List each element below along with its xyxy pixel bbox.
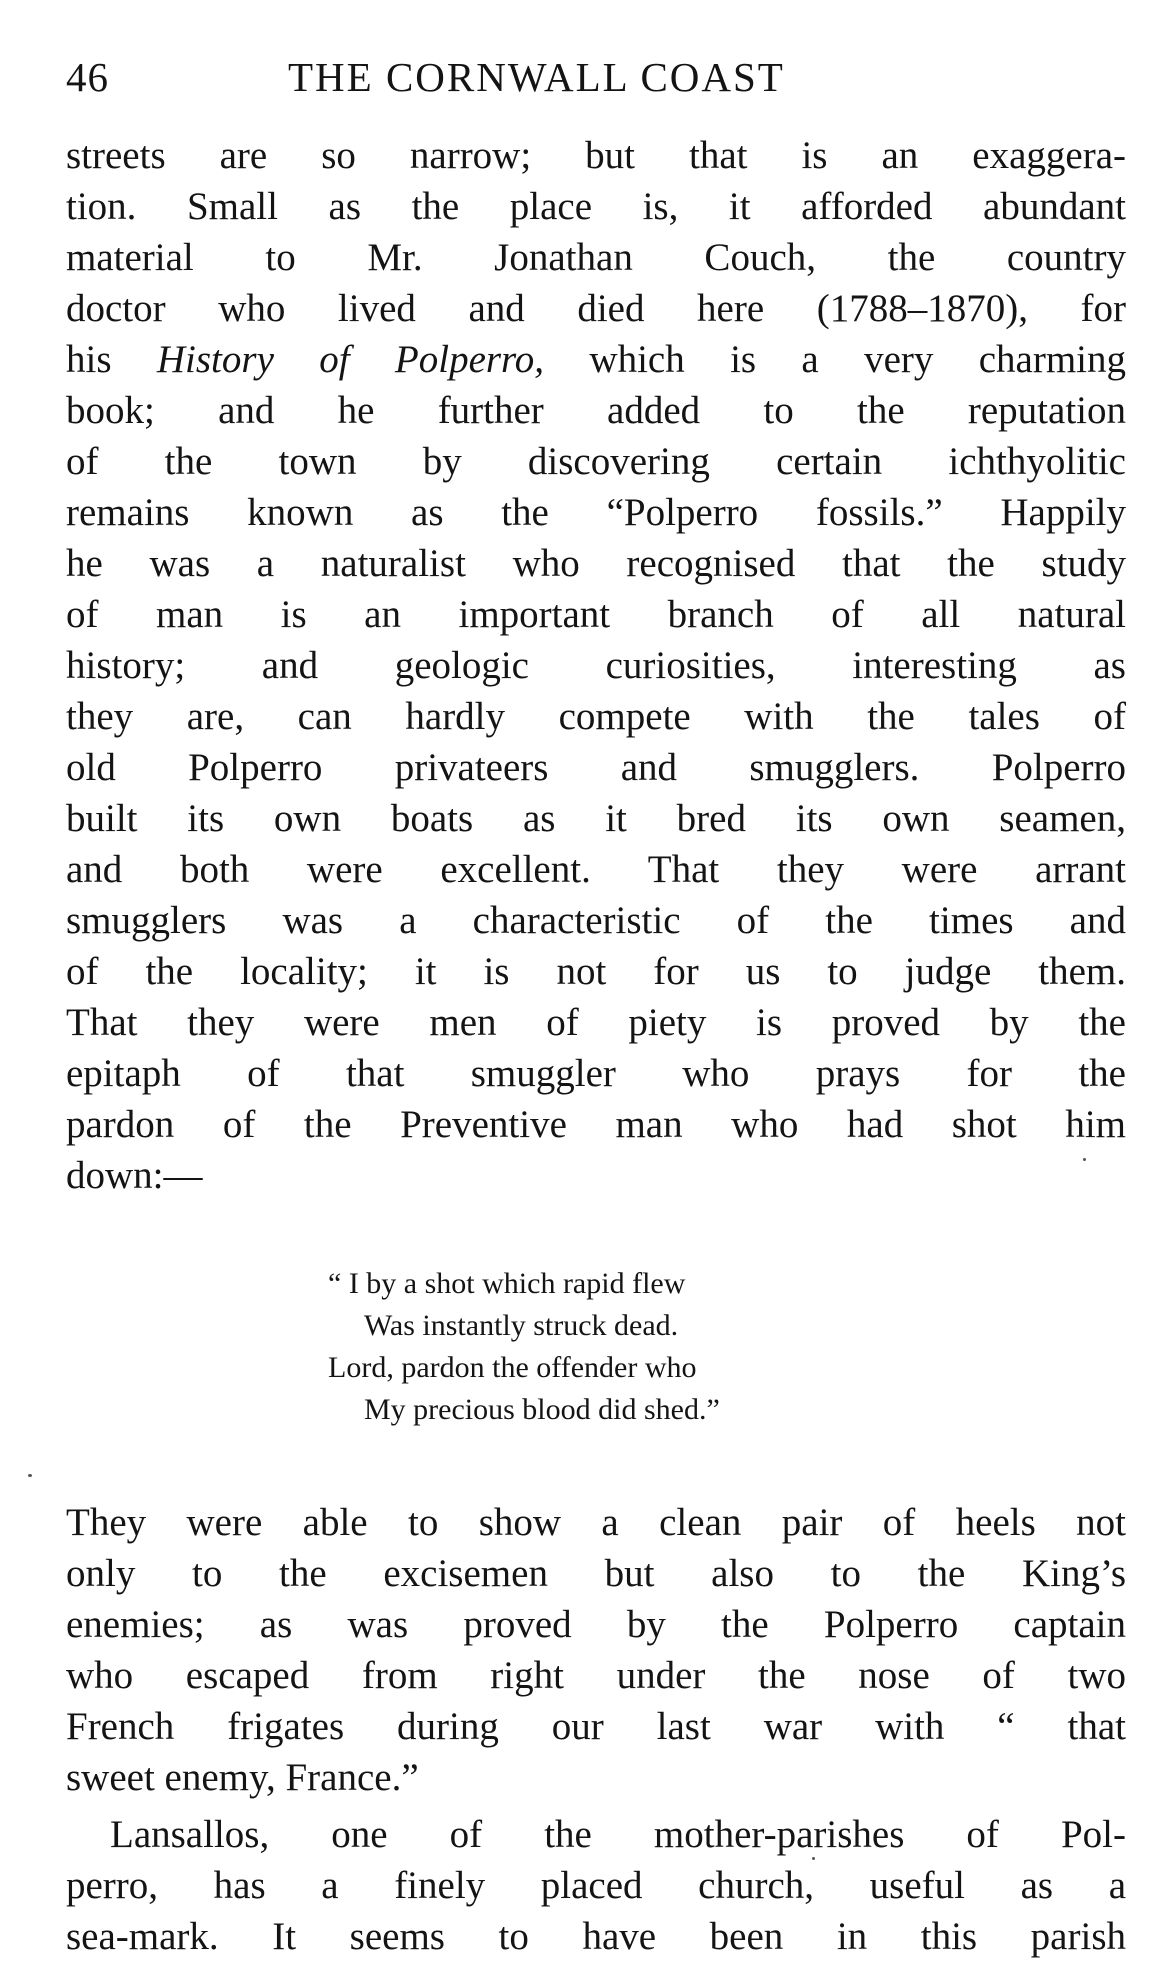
text-line: only to the excisemen but also to the King’s bbox=[66, 1552, 1126, 1595]
page-number: 46 bbox=[66, 54, 109, 100]
book-page bbox=[66, 46, 1126, 1962]
text-line: doctor who lived and died here (1788–1870), for bbox=[66, 287, 1126, 330]
text-line: he was a naturalist who recognised that the study bbox=[66, 542, 1126, 585]
text-line: down:— bbox=[66, 1154, 203, 1197]
text-line: of the town by discovering certain ichthyolitic bbox=[66, 440, 1126, 483]
text-line: Lansallos, one of the mother-parishes of Pol- bbox=[110, 1813, 1126, 1856]
text-line: and both were excellent. That they were arrant bbox=[66, 848, 1126, 891]
running-title: THE CORNWALL COAST bbox=[288, 54, 785, 100]
text-line: pardon of the Preventive man who had shot him bbox=[66, 1103, 1126, 1146]
text-fragment: his bbox=[66, 338, 112, 381]
scan-speck bbox=[28, 1474, 32, 1477]
text-line: tion. Small as the place is, it afforded abundant bbox=[66, 185, 1126, 228]
text-line: sea-mark. It seems to have been in this parish bbox=[66, 1915, 1126, 1958]
epitaph-verse bbox=[328, 1263, 1126, 1431]
scan-speck bbox=[1083, 1158, 1086, 1161]
paragraph-couch bbox=[66, 130, 1126, 1201]
text-line: old Polperro privateers and smugglers. Polperro bbox=[66, 746, 1126, 789]
text-line: remains known as the “Polperro fossils.” Happily bbox=[66, 491, 1126, 534]
verse-line: Was instantly struck dead. bbox=[364, 1309, 679, 1342]
verse-line: Lord, pardon the offender who bbox=[328, 1351, 697, 1384]
text-line: smugglers was a characteristic of the times and bbox=[66, 899, 1126, 942]
text-line: book; and he further added to the reputation bbox=[66, 389, 1126, 432]
text-line: who escaped from right under the nose of two bbox=[66, 1654, 1126, 1697]
text-line: perro, has a finely placed church, useful as a bbox=[66, 1864, 1126, 1907]
text-line: of the locality; it is not for us to judge them. bbox=[66, 950, 1126, 993]
text-line: That they were men of piety is proved by the bbox=[66, 1001, 1126, 1044]
text-line: sweet enemy, France.” bbox=[66, 1756, 419, 1799]
verse-line: “ I by a shot which rapid flew bbox=[328, 1267, 686, 1300]
text-line: they are, can hardly compete with the tales of bbox=[66, 695, 1126, 738]
text-line: enemies; as was proved by the Polperro captain bbox=[66, 1603, 1126, 1646]
text-line: history; and geologic curiosities, interesting as bbox=[66, 644, 1126, 687]
text-line: epitaph of that smuggler who prays for the bbox=[66, 1052, 1126, 1095]
text-line: material to Mr. Jonathan Couch, the country bbox=[66, 236, 1126, 279]
text-line: streets are so narrow; but that is an exaggera- bbox=[66, 134, 1126, 177]
paragraph-lansallos bbox=[66, 1809, 1126, 1962]
verse-line: My precious blood did shed.” bbox=[364, 1393, 720, 1426]
text-fragment: which is a very charming bbox=[589, 338, 1127, 381]
text-line: built its own boats as it bred its own seamen, bbox=[66, 797, 1126, 840]
text-line: They were able to show a clean pair of heels not bbox=[66, 1501, 1126, 1544]
paragraph-excisemen bbox=[66, 1497, 1126, 1803]
text-line-with-title bbox=[66, 334, 1126, 385]
scan-speck bbox=[812, 1857, 815, 1860]
running-head bbox=[66, 46, 1126, 108]
text-line: French frigates during our last war with “ that bbox=[66, 1705, 1126, 1748]
book-title: History of Polperro, bbox=[156, 338, 545, 381]
text-line: of man is an important branch of all natural bbox=[66, 593, 1126, 636]
